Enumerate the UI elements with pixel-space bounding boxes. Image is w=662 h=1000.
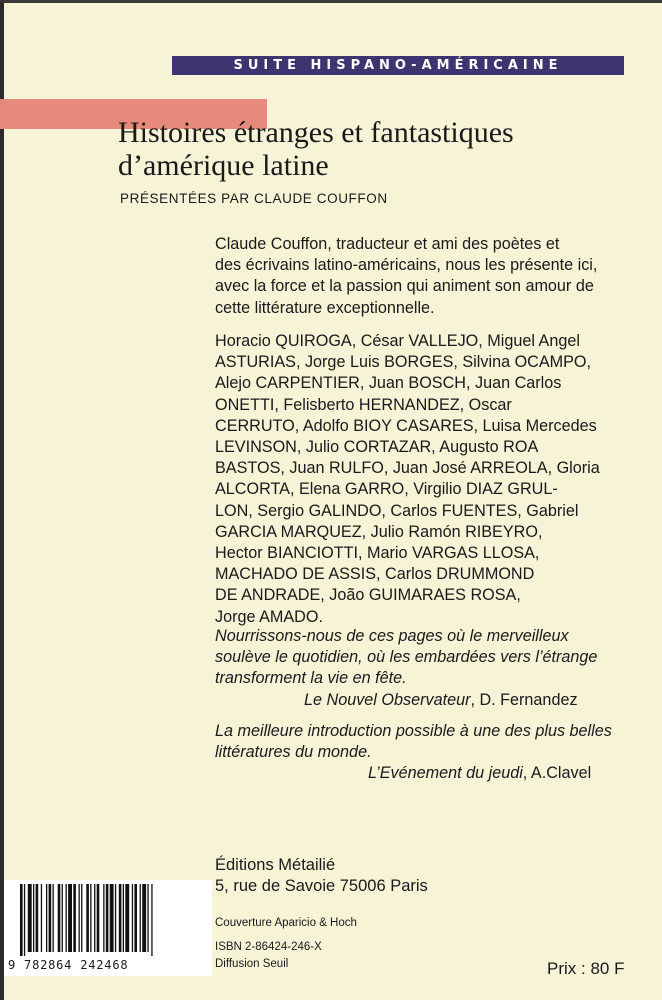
author-line: ONETTI, Felisberto HERNANDEZ, Oscar [215,395,512,414]
press-quote-2 [215,721,612,785]
quote-line: soulève le quotidien, où les embardées vers l’étrange [215,648,598,667]
isbn: ISBN 2-86424-246-X [215,941,322,953]
barcode-bar [66,884,67,952]
quote-line: La meilleure introduction possible à une des plus belles [215,722,612,740]
barcode-bar [62,884,63,952]
price: Prix : 80 F [547,959,625,978]
quote-source: Le Nouvel Observateur [304,690,471,709]
barcode-bar [134,884,137,952]
barcode-bar [41,884,42,952]
intro-line: cette littérature exceptionnelle. [215,298,435,317]
barcode [4,880,212,976]
barcode-bar [110,884,114,952]
barcode-bar [36,884,39,952]
quote-line: transforment la vie en fête. [215,669,407,688]
author-line: MACHADO DE ASSIS, Carlos DRUMMOND [215,565,535,584]
quote-source: L’Evénement du jeudi [368,764,523,783]
barcode-bar [123,884,124,952]
author-line: Alejo CARPENTIER, Juan BOSCH, Juan Carlos [215,374,562,393]
quote-line: Nourrissons-nous de ces pages où le merveilleux [215,627,569,645]
distribution: Diffusion Seuil [215,958,289,970]
book-title [118,116,648,182]
cover-edge-left [0,0,4,1000]
barcode-bar [142,884,146,952]
quote-line: littératures du monde. [215,743,372,762]
barcode-bar [24,884,25,956]
author-line: Hector BIANCIOTTI, Mario VARGAS LLOSA, [215,544,540,563]
barcode-bar [115,884,116,952]
press-quote-1 [215,626,597,711]
presenter-credit: PRÉSENTÉES PAR CLAUDE COUFFON [120,191,388,206]
barcode-bar [53,884,54,952]
barcode-bar [86,884,89,952]
publisher-name: Éditions Métailié [215,856,336,874]
intro-line: Claude Couffon, traducteur et ami des poètes et [215,235,560,253]
barcode-bar [97,884,100,952]
barcode-bars [20,884,200,956]
barcode-bar [140,884,141,952]
author-line: DE ANDRADE, João GUIMARAES ROSA, [215,586,521,605]
publisher-address: 5, rue de Savoie 75006 Paris [215,877,428,895]
barcode-bar [90,884,91,952]
intro-line: avec la force et la passion qui animent son amour de [215,277,594,296]
intro-line: des écrivains latino-américains, nous les présente ici, [215,256,598,275]
barcode-bar [151,884,152,956]
barcode-bar [147,884,148,952]
author-line: GARCIA MARQUEZ, Julio Ramón RIBEYRO, [215,522,543,541]
barcode-bar [119,884,122,952]
book-title-line-1: Histoires étranges et fantastiques [118,116,514,149]
barcode-bar [106,884,109,952]
barcode-bar [132,884,133,952]
quote-attribution [215,763,612,784]
barcode-bar [125,884,129,952]
barcode-bar [20,884,23,956]
barcode-bar [73,884,76,952]
quote-attribution [215,690,597,711]
barcode-bar [94,884,95,952]
barcode-bar [103,884,104,952]
barcode-digits: 9 782864 242468 [8,958,129,972]
barcode-bar [28,884,32,952]
cover-edge-top [0,0,662,3]
barcode-bar [49,884,52,952]
series-banner: SUITE HISPANO-AMÉRICAINE [172,56,624,75]
intro-paragraph [215,234,597,319]
author-line: LON, Sergio GALINDO, Carlos FUENTES, Gabriel [215,501,579,520]
author-line: CERRUTO, Adolfo BIOY CASARES, Luisa Mercedes [215,416,597,435]
cover-credit: Couverture Aparicio & Hoch [215,917,357,929]
publisher-block [215,855,428,897]
barcode-bar [58,884,61,952]
author-line: Horacio QUIROGA, César VALLEJO, Miguel Angel [215,332,580,350]
barcode-bar [79,884,80,952]
barcode-bar [68,884,72,952]
author-line: LEVINSON, Julio CORTAZAR, Augusto ROA [215,438,539,457]
author-line: ALCORTA, Elena GARRO, Virgilio DIAZ GRUL- [215,480,558,499]
barcode-bar [81,884,82,952]
barcode-bar [33,884,34,952]
author-line: ASTURIAS, Jorge Luis BORGES, Silvina OCAMPO, [215,353,592,372]
quote-author: , D. Fernandez [470,690,578,709]
author-line: BASTOS, Juan RULFO, Juan José ARREOLA, Gloria [215,459,600,478]
author-line: Jorge AMADO. [215,607,323,626]
book-title-line-2: d’amérique latine [118,149,329,182]
author-list [215,331,600,628]
barcode-bar [46,884,47,952]
quote-author: , A.Clavel [522,764,592,783]
